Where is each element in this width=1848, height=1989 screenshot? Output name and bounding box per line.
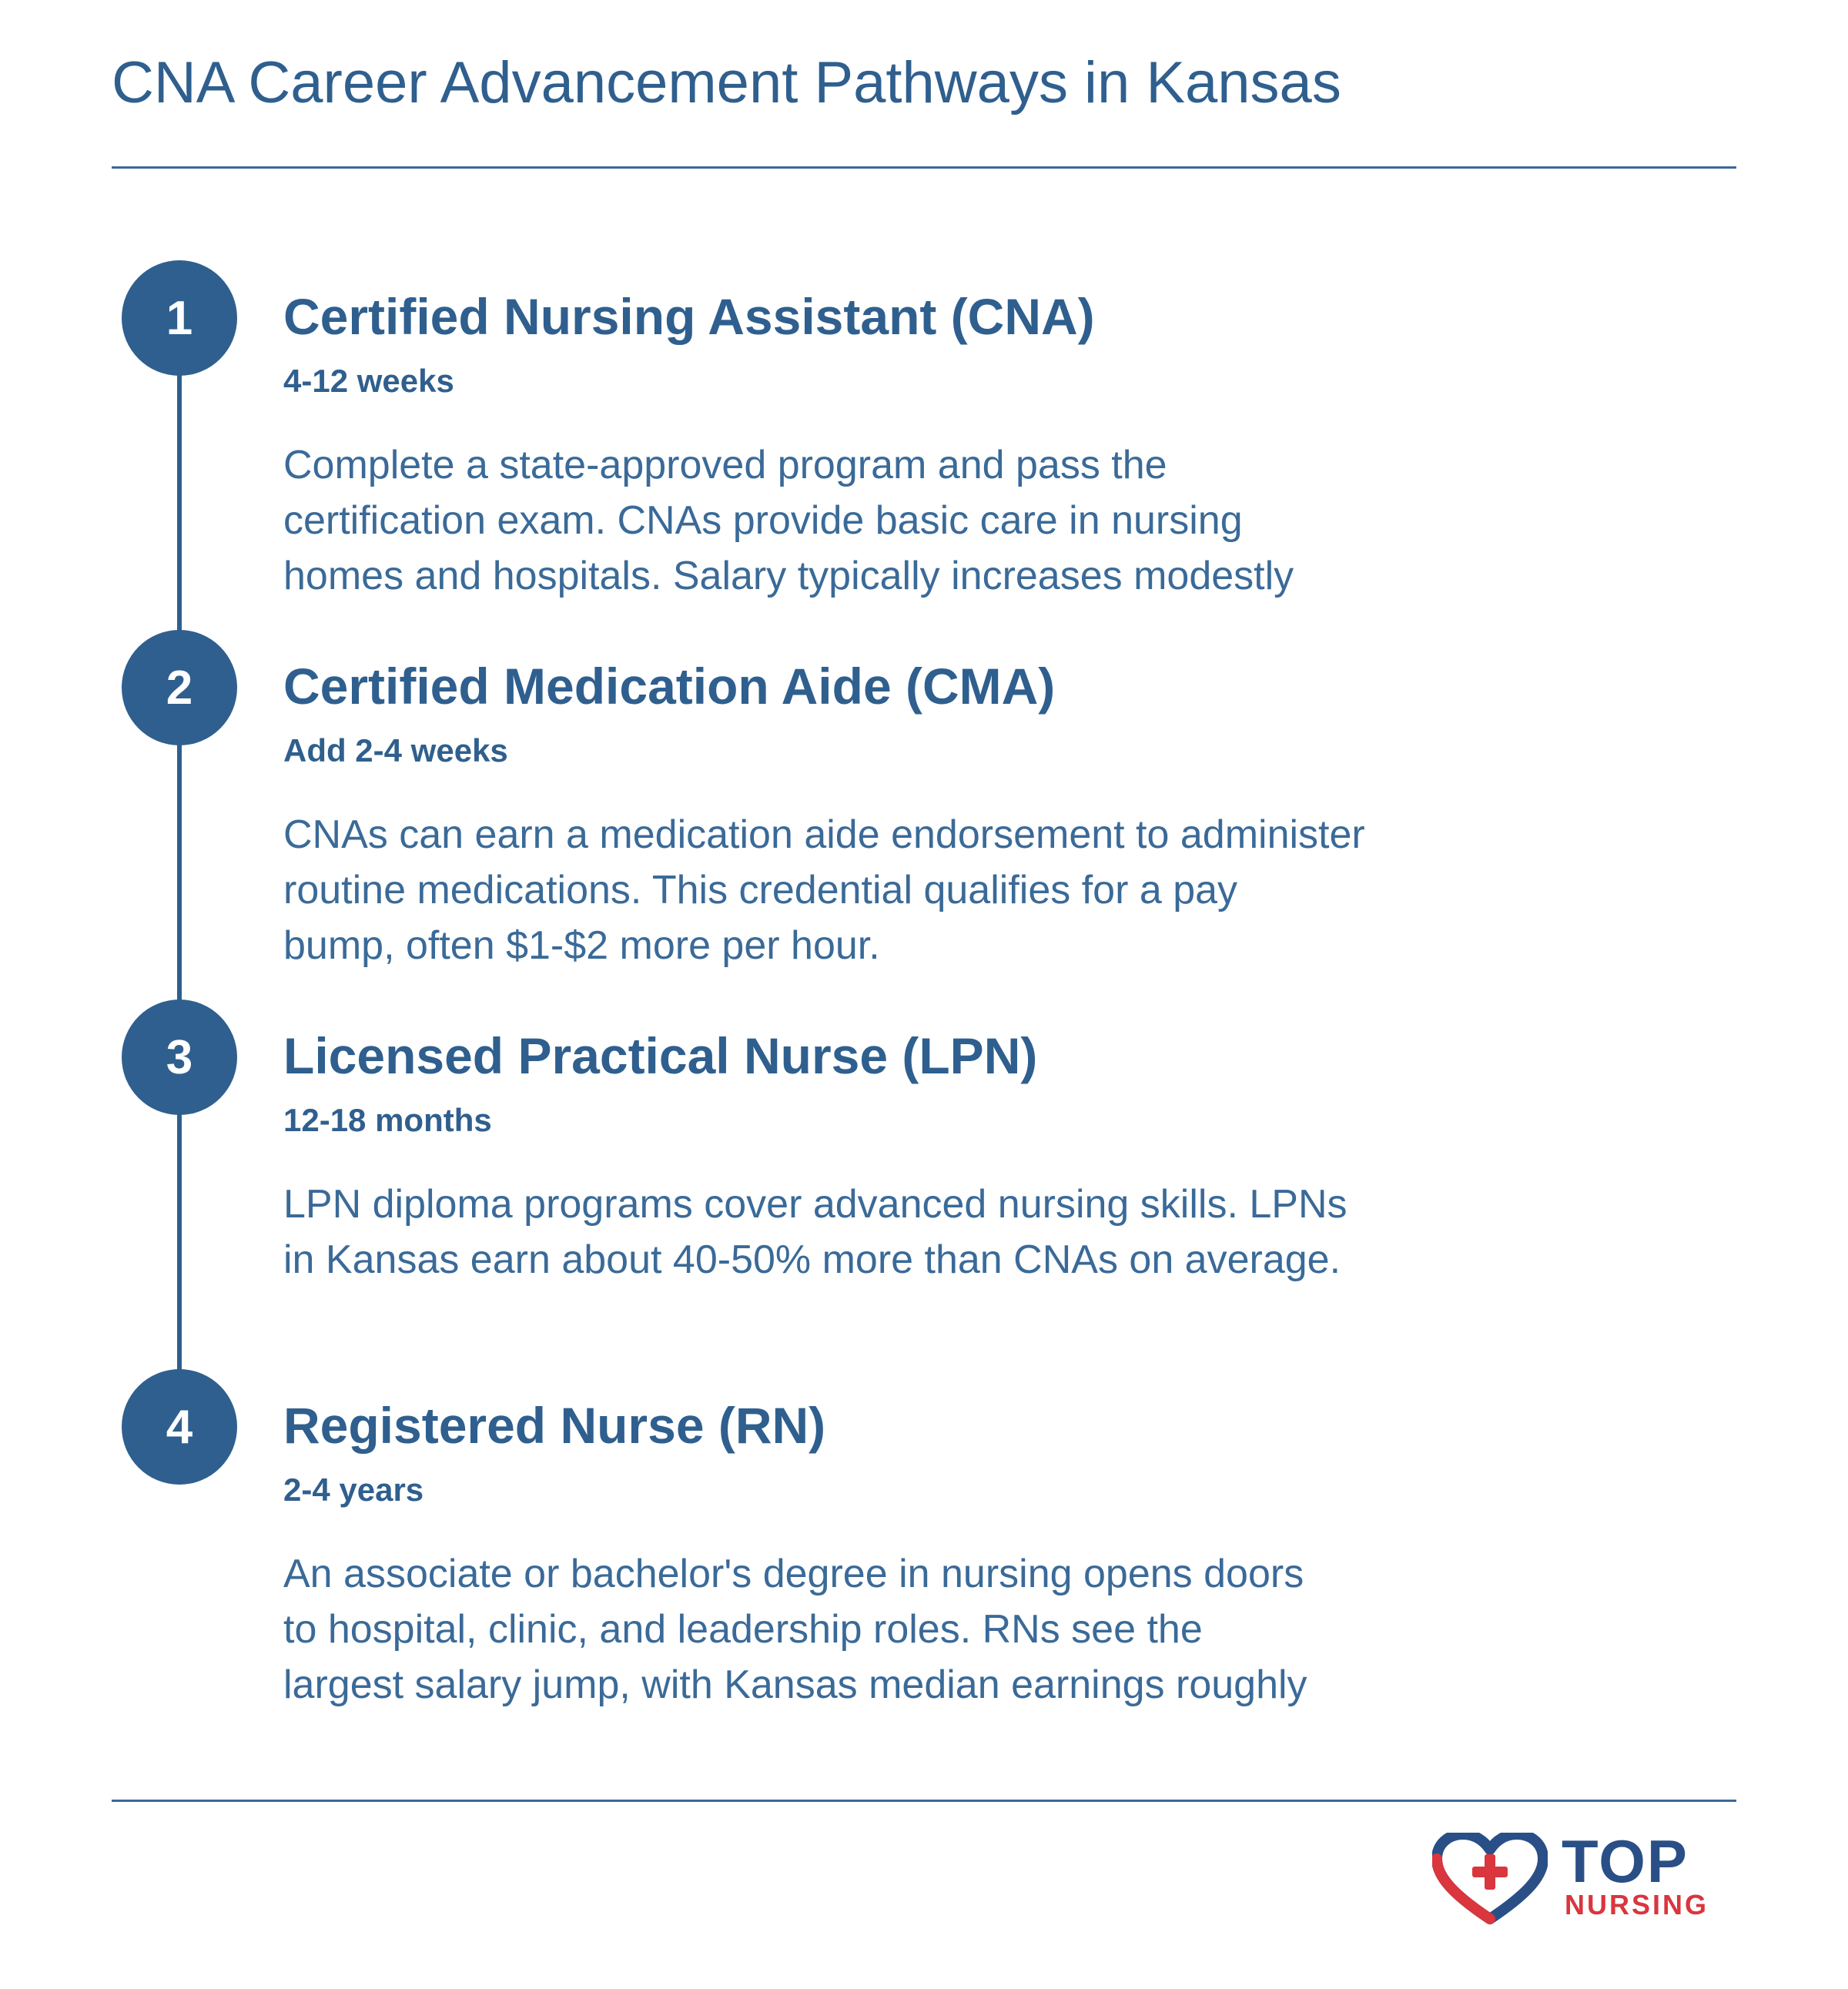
step-title: Certified Nursing Assistant (CNA) <box>283 288 1095 345</box>
header-divider <box>112 166 1736 169</box>
step-description-line: routine medications. This credential qualifies for a pay <box>283 868 1238 912</box>
timeline-line <box>177 293 182 1386</box>
step-description-line: bump, often $1-$2 more per hour. <box>283 923 880 968</box>
step-description <box>283 807 1515 973</box>
top-nursing-logo <box>1432 1827 1740 1925</box>
step-description-line: in Kansas earn about 40-50% more than CNAs on average. <box>283 1237 1341 1282</box>
step-number-badge: 4 <box>122 1369 237 1485</box>
step-description-line: LPN diploma programs cover advanced nursing skills. LPNs <box>283 1182 1348 1227</box>
step-number-badge: 2 <box>122 630 237 745</box>
step-title: Registered Nurse (RN) <box>283 1397 826 1454</box>
logo-wordmark-nursing: NURSING <box>1565 1889 1709 1920</box>
step-description-line: homes and hospitals. Salary typically increases modestly <box>283 554 1294 598</box>
step-number-badge: 3 <box>122 1000 237 1115</box>
step-description <box>283 1177 1515 1287</box>
step-description-line: largest salary jump, with Kansas median earnings roughly <box>283 1663 1307 1707</box>
step-description-line: An associate or bachelor's degree in nursing opens doors <box>283 1552 1304 1596</box>
step-description-line: certification exam. CNAs provide basic care in nursing <box>283 498 1243 543</box>
step-description-line: to hospital, clinic, and leadership roles. RNs see the <box>283 1607 1203 1652</box>
step-duration: 4-12 weeks <box>283 363 454 399</box>
step-description-line: Complete a state-approved program and pass the <box>283 443 1167 487</box>
step-title: Certified Medication Aide (CMA) <box>283 658 1056 715</box>
footer-divider <box>112 1800 1736 1802</box>
step-description <box>283 1546 1515 1713</box>
step-description-line: CNAs can earn a medication aide endorsement to administer <box>283 812 1365 857</box>
page-title: CNA Career Advancement Pathways in Kansas <box>112 50 1341 116</box>
heart-cross-icon <box>1432 1833 1548 1925</box>
step-duration: Add 2-4 weeks <box>283 732 508 768</box>
step-duration: 2-4 years <box>283 1472 424 1508</box>
step-number-badge: 1 <box>122 260 237 376</box>
step-duration: 12-18 months <box>283 1102 492 1138</box>
step-description <box>283 437 1515 604</box>
logo-wordmark-top: TOP <box>1562 1827 1689 1895</box>
step-title: Licensed Practical Nurse (LPN) <box>283 1027 1038 1084</box>
